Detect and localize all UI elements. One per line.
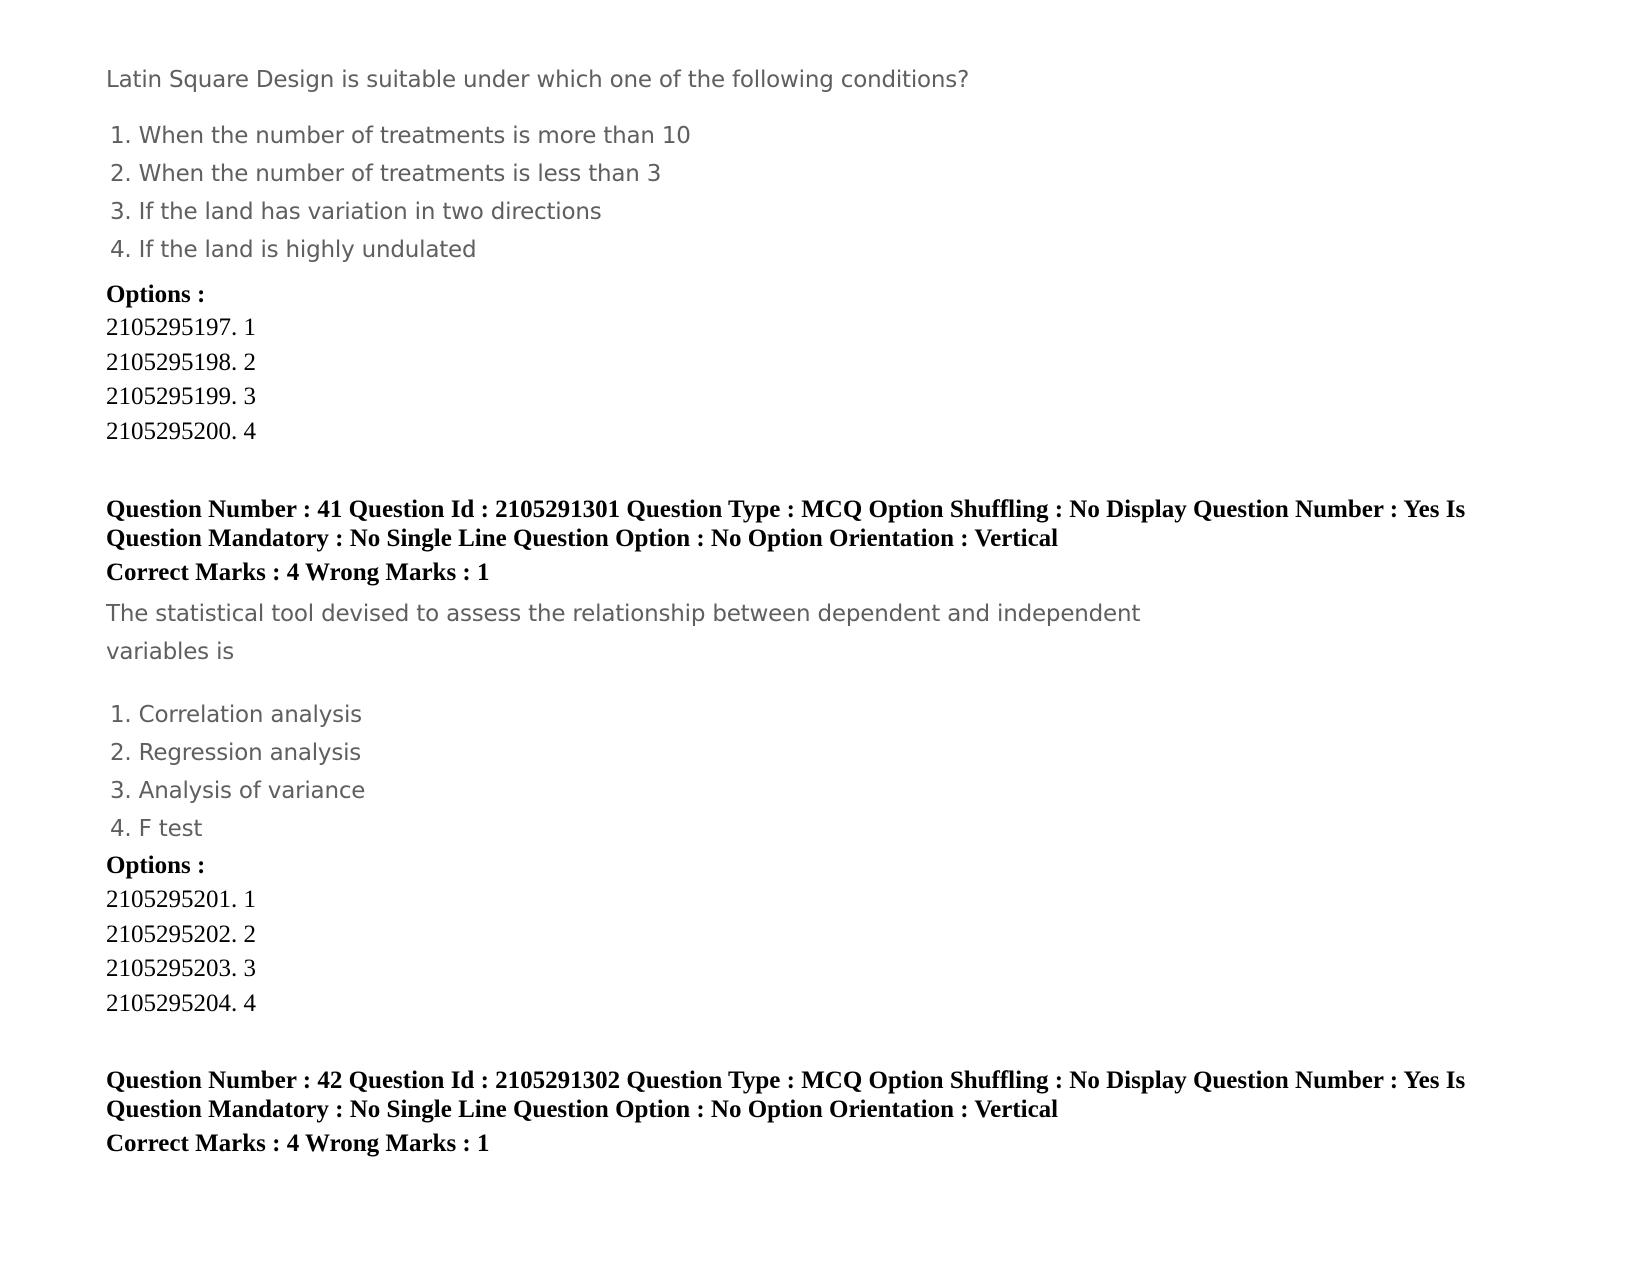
question-stem-line: The statistical tool devised to assess the relationship between dependent and independent xyxy=(106,601,1141,627)
option-item: 2105295204. 4 xyxy=(106,989,256,1017)
option-item: 2105295201. 1 xyxy=(106,886,256,913)
question-stem xyxy=(106,595,1140,671)
question-marks: Correct Marks : 4 Wrong Marks : 1 xyxy=(106,1130,490,1157)
question-choices xyxy=(110,696,365,848)
option-item: 2105295200. 4 xyxy=(106,417,256,445)
option-item: 2105295197. 1 xyxy=(106,314,256,341)
options-list xyxy=(106,311,256,449)
option-item: 2105295199. 3 xyxy=(106,383,256,410)
question-meta: Question Number : 41 Question Id : 2105291301 Question Type : MCQ Option Shuffling : No Display Question Number : Yes Is Question Mandatory : No Single Line Question Option : No Option Orientation : Vertical xyxy=(106,496,1466,552)
choice-item: 1. When the number of treatments is more than 10 xyxy=(110,123,691,149)
choice-item: 1. Correlation analysis xyxy=(110,702,362,728)
question-meta: Question Number : 42 Question Id : 2105291302 Question Type : MCQ Option Shuffling : No Display Question Number : Yes Is Question Mandatory : No Single Line Question Option : No Option Orientation : Vertical xyxy=(106,1067,1466,1123)
choice-item: 4. F test xyxy=(110,816,203,842)
options-label: Options : xyxy=(106,281,206,308)
options-list xyxy=(106,883,256,1021)
option-item: 2105295202. 2 xyxy=(106,920,256,948)
choice-item: 4. If the land is highly undulated xyxy=(110,237,477,263)
question-stem-line: variables is xyxy=(106,639,235,665)
choice-item: 2. When the number of treatments is less than 3 xyxy=(110,161,662,187)
question-choices xyxy=(110,117,691,269)
option-item: 2105295203. 3 xyxy=(106,955,256,982)
choice-item: 3. If the land has variation in two directions xyxy=(110,199,602,225)
question-stem: Latin Square Design is suitable under which one of the following conditions? xyxy=(106,67,970,93)
option-item: 2105295198. 2 xyxy=(106,348,256,376)
question-marks: Correct Marks : 4 Wrong Marks : 1 xyxy=(106,559,490,586)
choice-item: 2. Regression analysis xyxy=(110,740,362,766)
choice-item: 3. Analysis of variance xyxy=(110,778,366,804)
options-label: Options : xyxy=(106,852,206,879)
